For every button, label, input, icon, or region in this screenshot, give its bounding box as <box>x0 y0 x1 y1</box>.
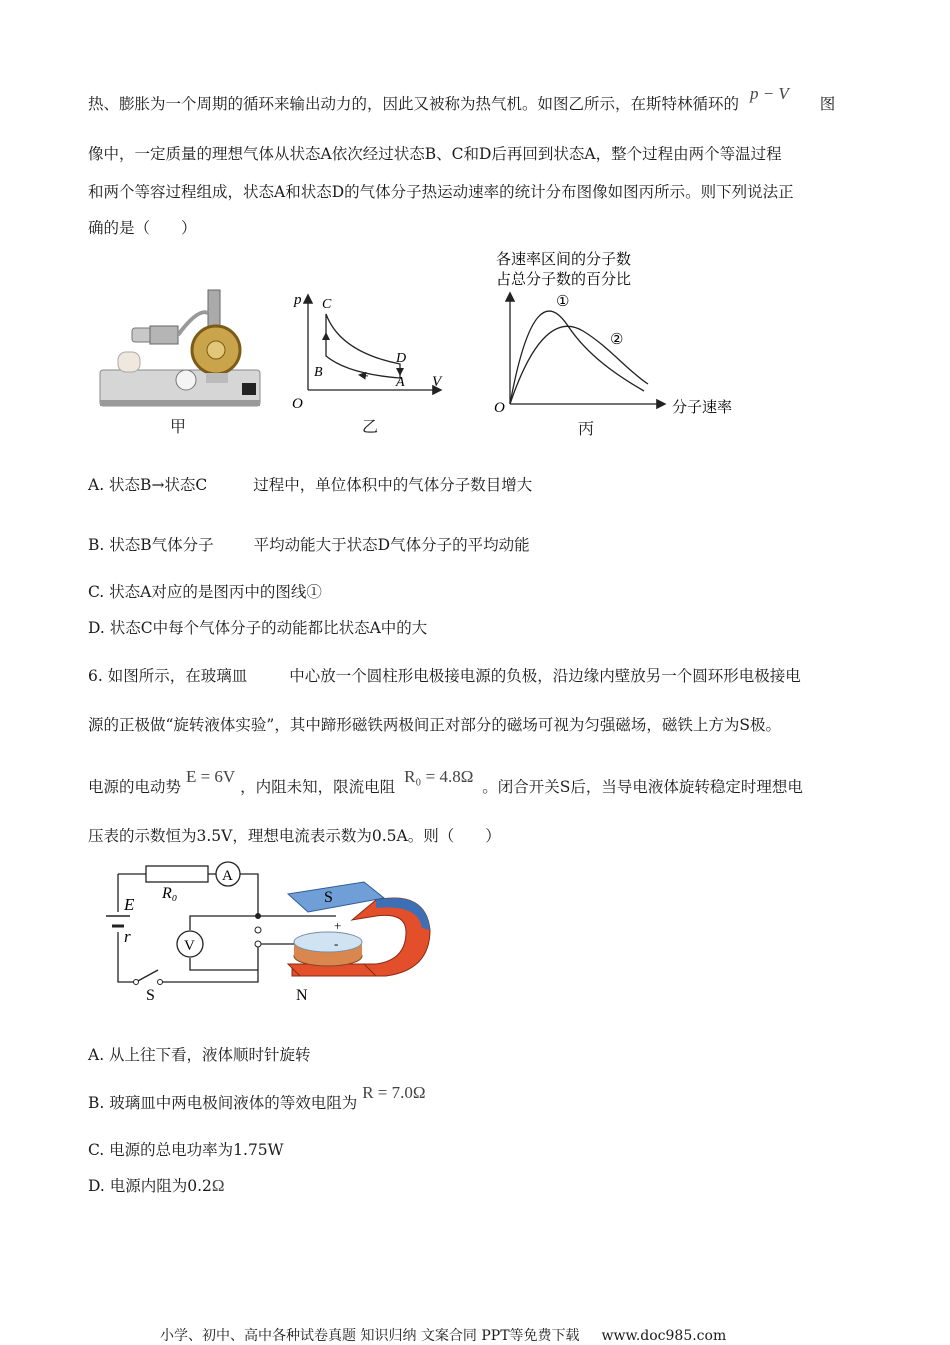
label-r0: R₀ <box>162 885 178 902</box>
pv-diagram <box>288 290 448 415</box>
q5-option-b: B. 状态B气体分子 平均动能大于状态D气体分子的平均动能 <box>88 536 530 554</box>
footer-text: 小学、初中、高中各种试卷真题 知识归纳 文案合同 PPT等免费下载 <box>160 1328 580 1344</box>
q6-stem-line-1: 6. 如图所示，在玻璃皿 中心放一个圆柱形电极接电源的负极，沿边缘内壁放另一个圆环形电极接电 <box>88 667 801 685</box>
ohm-symbol: Ω <box>211 1176 225 1195</box>
dist-ylabel: 占总分子数的百分比 <box>496 272 632 288</box>
dist-curve-2-label: ② <box>610 332 624 348</box>
q6-stem-line-3: 电源的电动势 E = 6V ，内阻未知，限流电阻 R₀ = 4.8Ω 。闭合开关S后，当导电液体旋转稳定时理想电 <box>88 767 803 796</box>
q6-option-b: B. 玻璃皿中两电极间液体的等效电阻为 R = 7.0Ω <box>88 1083 426 1112</box>
q6-option-c: C. 电源的总电功率为1.75W <box>88 1141 284 1159</box>
r-formula: R = 7.0Ω <box>362 1083 426 1102</box>
pv-label: B <box>314 365 323 380</box>
plus-sign: + <box>334 918 342 933</box>
q6-stem-line-2: 源的正极做“旋转液体实验”，其中蹄形磁铁两极间正对部分的磁场可视为匀强磁场，磁铁上方为S极。 <box>88 716 781 734</box>
rotating-liquid-circuit <box>96 860 436 1005</box>
dist-curve-2 <box>510 326 648 404</box>
fig-jia-caption: 甲 <box>170 417 187 436</box>
fig-bing-caption: 丙 <box>578 419 595 438</box>
resistor-r0 <box>146 866 208 882</box>
q6-stem-line-4: 压表的示数恒为3.5V，理想电流表示数为0.5A。则（ ） <box>88 827 501 845</box>
s-pole-label: S <box>324 889 333 906</box>
pv-arrow <box>360 375 368 376</box>
q5-stem-text: 热、膨胀为一个周期的循环来输出动力的，因此又被称为热气机。如图乙所示，在斯特林循环的 <box>88 95 740 113</box>
speed-distribution-graph <box>488 246 750 416</box>
label-r: r <box>124 927 131 946</box>
dist-xlabel: 分子速率 <box>672 400 733 416</box>
q5-option-d: D. 状态C中每个气体分子的动能都比状态A中的大 <box>88 619 428 637</box>
dist-ylabel: 各速率区间的分子数 <box>496 252 632 268</box>
pv-label: O <box>292 396 303 412</box>
r0-formula: R₀ = 4.8Ω <box>404 767 474 786</box>
ammeter-label: A <box>222 868 233 884</box>
q6-option-a: A. 从上往下看，液体顺时针旋转 <box>88 1046 311 1064</box>
pv-label: C <box>322 297 332 312</box>
n-pole-label: N <box>296 987 308 1004</box>
pv-label: D <box>396 351 407 366</box>
dist-curve-1-label: ① <box>556 294 570 310</box>
dist-origin: O <box>494 400 505 416</box>
q5-stem-line-3: 和两个等容过程组成，状态A和状态D的气体分子热运动速率的统计分布图像如图丙所示。则下列说法正 <box>88 183 794 201</box>
q6-option-d: D. 电源内阻为0.2Ω <box>88 1176 225 1195</box>
q5-option-a: A. 状态B→状态C 过程中，单位体积中的气体分子数目增大 <box>88 476 533 494</box>
label-e: E <box>124 895 135 914</box>
minus-sign: - <box>334 936 339 951</box>
q5-stem-text: 图 <box>819 95 836 113</box>
footer-link[interactable]: www.doc985.com <box>601 1328 727 1344</box>
switch-label: S <box>146 987 155 1004</box>
stirling-engine-image <box>98 288 268 413</box>
q5-option-c: C. 状态A对应的是图丙中的图线① <box>88 583 322 601</box>
q5-stem-line-2: 像中，一定质量的理想气体从状态A依次经过状态B、C和D后再回到状态A，整个过程由两个等温过程 <box>88 145 782 163</box>
fig-yi-caption: 乙 <box>362 417 379 436</box>
pv-formula: p − V <box>749 84 789 103</box>
q5-stem-line-4: 确的是（ ） <box>88 219 197 237</box>
pv-label: A <box>396 375 405 390</box>
q5-stem-line-1 <box>88 84 836 114</box>
page-footer <box>160 1325 726 1345</box>
dish-liquid <box>294 932 362 952</box>
pv-label: p <box>294 292 302 308</box>
emf-formula: E = 6V <box>185 767 236 786</box>
pv-label: V <box>432 374 442 390</box>
pv-cycle <box>326 314 400 378</box>
voltmeter-label: V <box>184 938 195 954</box>
